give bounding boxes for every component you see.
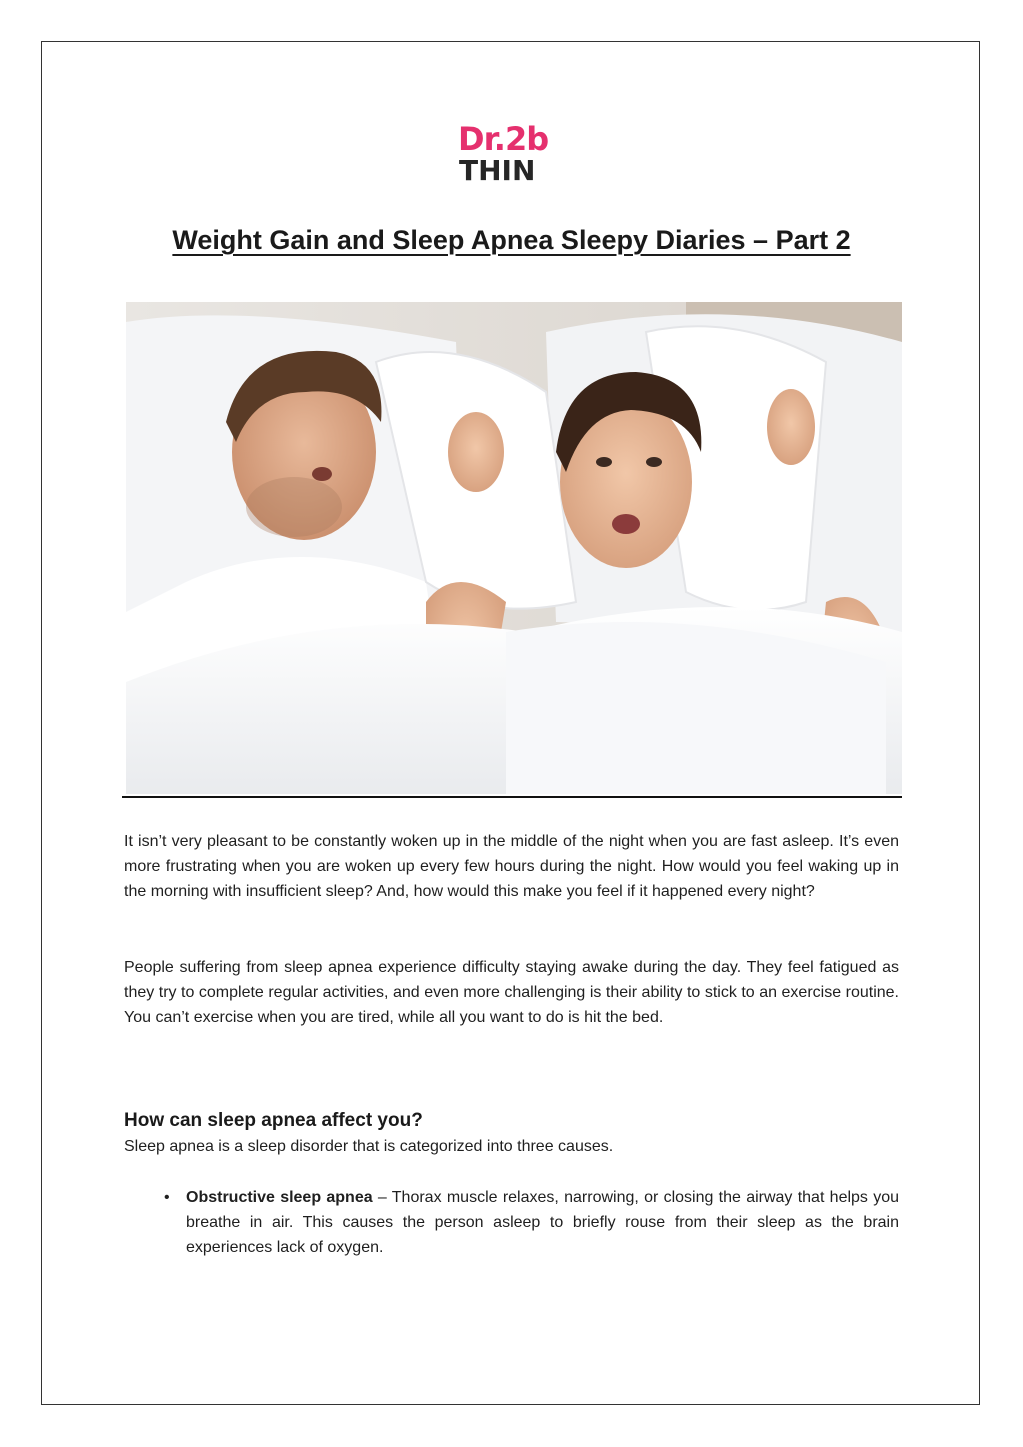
cause-term: Obstructive sleep apnea [186,1189,373,1206]
logo-text-dr2b: Dr.2b [458,120,549,158]
hero-photo-couple-in-bed [126,302,902,794]
paragraph-1: It isn’t very pleasant to be constantly woken up in the middle of the night when you are fast asleep. It’s even more frustrating when you are woken up every few hours during the night. How would you feel waking up in the morning with insufficient sleep? And, how would this make you feel if it happened every night? [124,833,899,900]
causes-list [124,1185,899,1260]
section-heading: How can sleep apnea affect you? [124,1110,423,1131]
bullet-icon: • [164,1189,170,1206]
dr2bthin-logo [458,122,574,190]
paragraph-2: People suffering from sleep apnea experience difficulty staying awake during the day. They feel fatigued as they try to complete regular activities, and even more challenging is their ability to stick to an exercise routine. You can’t exercise when you are tired, while all you want to do is hit the bed. [124,959,899,1026]
hero-photo-illustration [126,302,902,794]
cause-description: – Thorax muscle relaxes, narrowing, or closing the airway that helps you breathe in air. This causes the person asleep to briefly rouse from their sleep as the brain experiences lack of oxygen. [186,1189,899,1256]
image-caption-rule [122,796,902,798]
logo-text-thin: THIN [459,154,536,187]
document-title-text: Weight Gain and Sleep Apnea Sleepy Diaries – Part 2 [172,225,851,255]
list-item [124,1185,899,1260]
section-intro: Sleep apnea is a sleep disorder that is categorized into three causes. [124,1138,614,1155]
document-title [0,222,1023,258]
